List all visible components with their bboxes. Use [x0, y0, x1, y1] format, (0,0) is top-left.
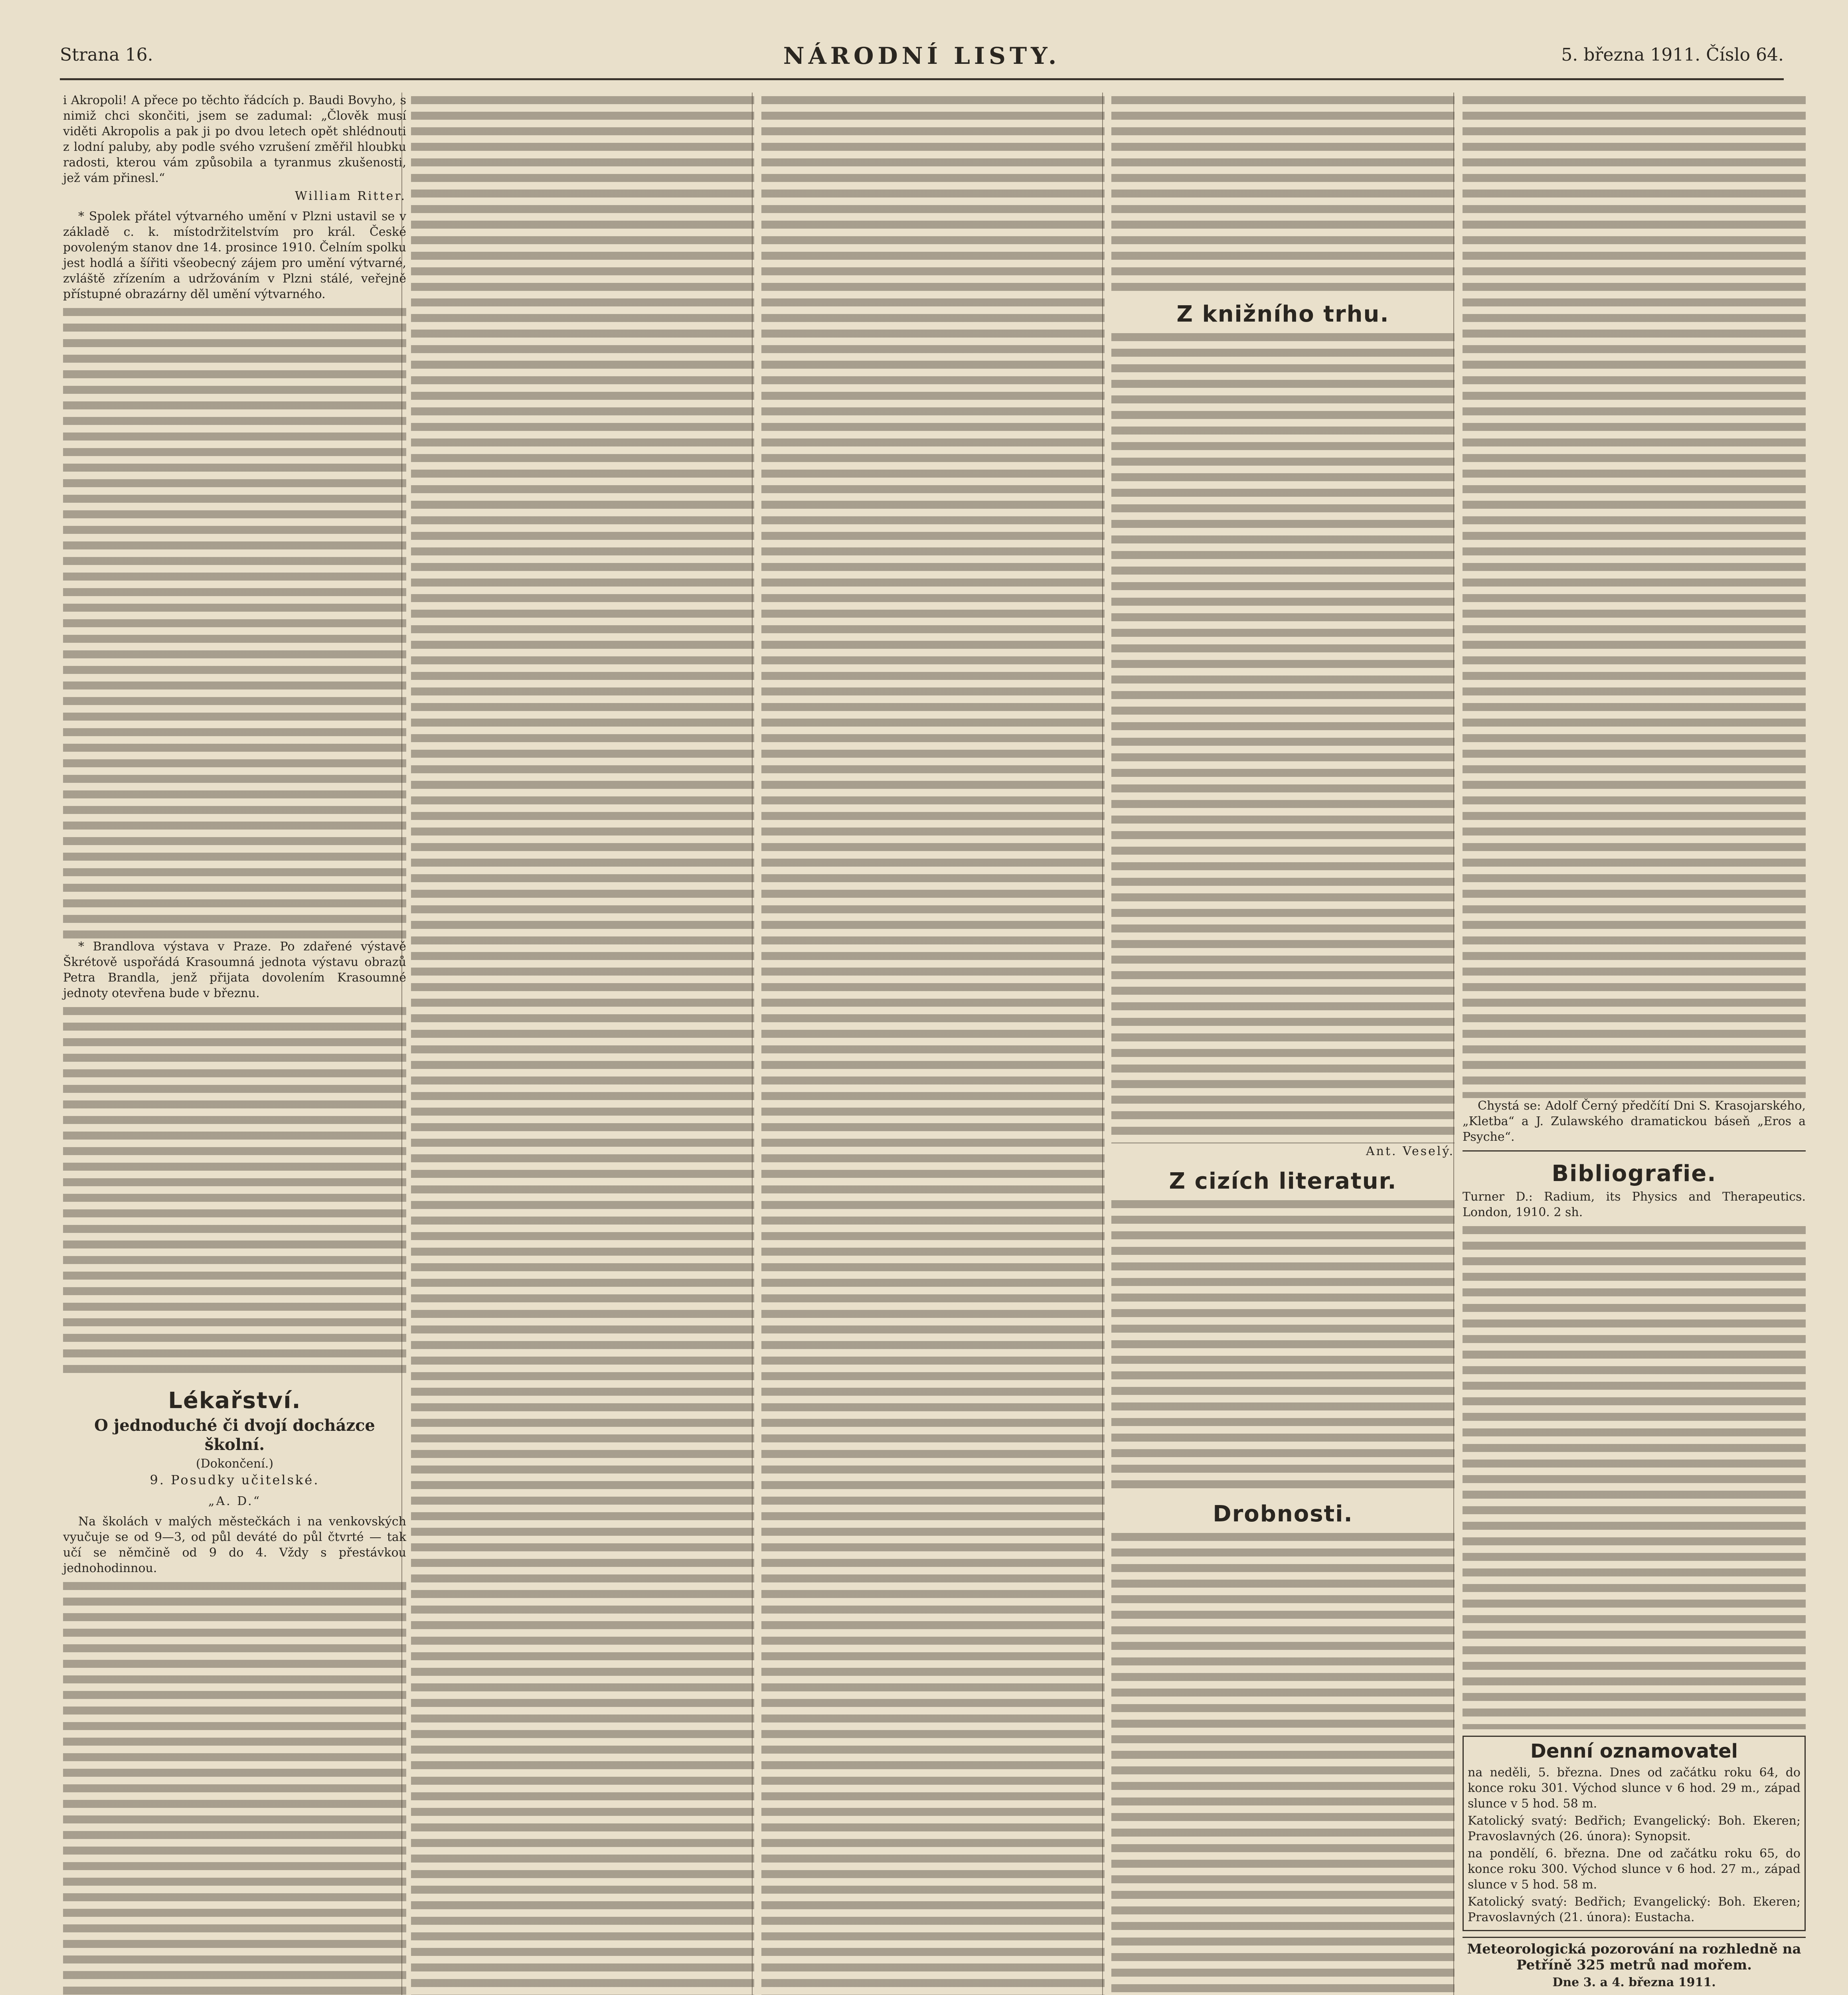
article-body: [63, 1003, 406, 1379]
column-5: [1463, 93, 1806, 1995]
notice-text: na neděli, 5. března. Dnes od začátku roku 64, do konce roku 301. Východ slunce v 6 hod. 29 m., západ slunce v 5 hod. 58 m.: [1468, 1766, 1801, 1811]
article-body: [1111, 93, 1455, 292]
article-body: [63, 304, 406, 939]
masthead: [60, 42, 1784, 73]
article-paragraph: * Spolek přátel výtvarného umění v Plzni ustavil se v základě c. k. místodržitelstvím pro král. České povoleným stanov dne 14. prosince 1910. Čelním spolku jest hodlá a šířiti všeobecný zájem pro umění výtvarné, zvláště zřízením a udržováním v Plzni stálé, veřejně přístupné obrazárny děl umění výtvarného.: [63, 209, 406, 301]
section-heading: Bibliografie.: [1552, 1161, 1717, 1187]
section-rule: [1463, 1150, 1806, 1152]
section-heading: Z cizích literatur.: [1169, 1168, 1397, 1194]
article-paragraph: Chystá se: Adolf Černý předčítí Dni S. Krasojarského, „Kletba“ a J. Zulawského dramatickou báseň „Eros a Psyche“.: [1463, 1099, 1806, 1144]
article-paragraph: * Brandlova výstava v Praze. Po zdařené výstavě Škrétově uspořádá Krasoumná jednota výstavu obrazů Petra Brandla, jenž přijata dovolením Krasoumné jednoty otevřena bude v březnu.: [63, 940, 406, 1000]
column-4: [1111, 93, 1455, 1995]
article-paragraph: i Akropoli! A přece po těchto řádcích p. Baudi Bovyho, s nimiž chci skončiti, jsem se zadumal: „Člověk musí viděti Akropolis a pak ji po dvou letech opět shlédnouti z lodní paluby, aby podle svého vzrušení změřil hloubku radosti, kterou vám způsobila a tyranmus zkušenosti, jež vám přinesl.“: [63, 93, 406, 185]
section-heading: Z knižního trhu.: [1176, 301, 1389, 327]
author-signature: William Ritter.: [294, 189, 406, 203]
weather-report: [1463, 1937, 1806, 1995]
article-headline: O jednoduché či dvojí docházce školní.: [94, 1416, 375, 1454]
article-body: [1463, 93, 1806, 1098]
column-3: [761, 93, 1105, 1995]
article-body: [63, 1578, 406, 1995]
article-body: [1111, 1529, 1455, 1995]
weather-date: Dne 3. a 4. března 1911.: [1552, 1975, 1716, 1989]
masthead-rule: [60, 78, 1784, 80]
bibliography-entry: Turner D.: Radium, its Physics and Therapeutics. London, 1910. 2 sh.: [1463, 1190, 1806, 1219]
issue-date: 5. března 1911. Číslo 64.: [1561, 45, 1784, 65]
newspaper-title: NÁRODNÍ LISTY.: [783, 42, 1061, 69]
author-signature: Ant. Veselý.: [1366, 1144, 1455, 1158]
column-2: [411, 93, 754, 1995]
article-body: [1111, 1197, 1455, 1492]
notice-text: Katolický svatý: Bedřich; Evangelický: Boh. Ekeren; Pravoslavných (26. února): Synopsit.: [1468, 1814, 1801, 1843]
column-1: [63, 93, 406, 1995]
notice-text: Katolický svatý: Bedřich; Evangelický: Boh. Ekeren; Pravoslavných (21. února): Eustacha.: [1468, 1895, 1801, 1924]
section-heading: Drobnosti.: [1213, 1501, 1353, 1527]
article-body: [411, 93, 754, 1995]
article-dek: (Dokončení.): [196, 1457, 274, 1471]
notice-text: na pondělí, 6. března. Dne od začátku roku 65, do konce roku 300. Východ slunce v 6 hod. 27 m., západ slunce v 5 hod. 58 m.: [1468, 1847, 1801, 1892]
author-initials: „A. D.“: [208, 1494, 261, 1508]
article-subheading: 9. Posudky učitelské.: [150, 1472, 320, 1487]
page-number: Strana 16.: [60, 45, 153, 65]
article-body: [761, 93, 1105, 1995]
article-body: [1111, 330, 1455, 1144]
bibliography-list: [1463, 1223, 1806, 1729]
daily-notices-box: [1463, 1736, 1806, 1931]
weather-title: Meteorologická pozorování na rozhledně na Petříně 325 metrů nad mořem.: [1467, 1941, 1801, 1973]
box-title: Denní oznamovatel: [1530, 1740, 1738, 1762]
section-heading: Lékařství.: [168, 1388, 301, 1414]
article-paragraph: Na školách v malých městečkách i na venkovských vyučuje se od 9—3, od půl deváté do půl čtvrté — tak učí se němčině od 9 do 4. Vždy s přestávkou jednohodinnou.: [63, 1515, 406, 1575]
